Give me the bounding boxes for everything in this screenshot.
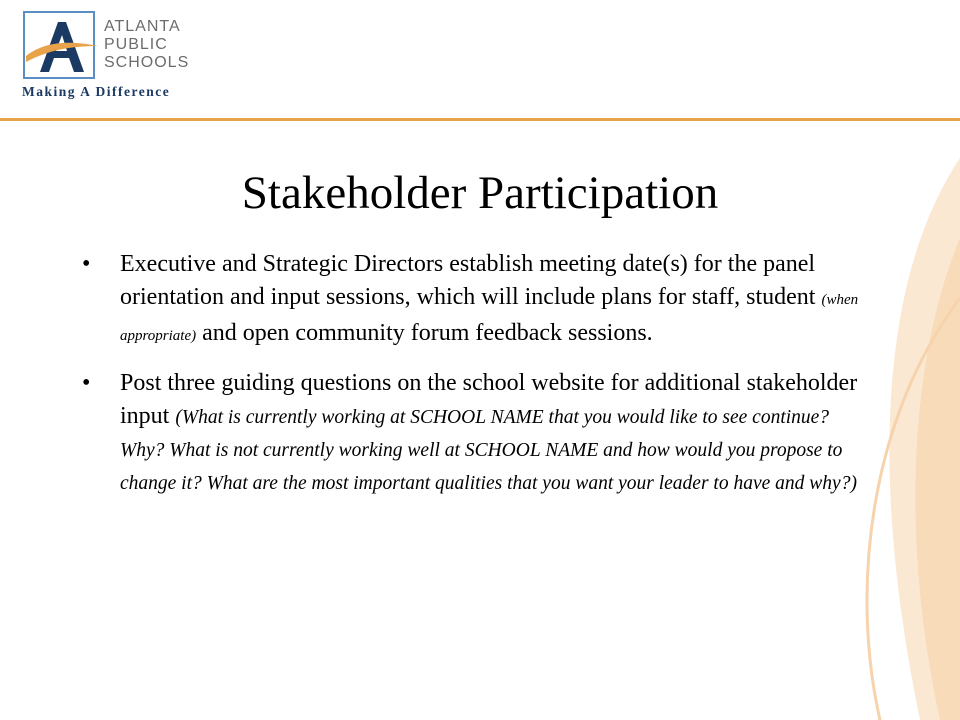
bullet-aside: (when appropriate) <box>120 292 859 344</box>
aps-a-logo-icon <box>22 10 100 82</box>
bullet-item <box>82 367 862 499</box>
bullet-text: Post three guiding questions on the school website for additional stakeholder input <box>120 370 858 429</box>
bullet-dot-icon: • <box>82 251 91 277</box>
bullet-list <box>82 248 862 513</box>
header-bar <box>0 0 960 121</box>
logo-word-atlanta: ATLANTA <box>104 18 181 35</box>
bullet-item <box>82 248 862 353</box>
aps-logo <box>22 10 197 102</box>
bullet-aside: (What is currently working at SCHOOL NAME that you would like to see continue? Why? What is not currently working well at SCHOOL NAME and how would you propose to change it? What are the most important qualities that you want your leader to have and why?) <box>120 407 857 494</box>
slide-title: Stakeholder Participation <box>241 167 719 219</box>
logo-word-schools: SCHOOLS <box>104 54 190 71</box>
logo-word-public: PUBLIC <box>104 36 168 53</box>
bullet-text-cont: and open community forum feedback sessions. <box>196 320 653 346</box>
bullet-dot-icon: • <box>82 370 91 396</box>
logo-tagline: Making A Difference <box>22 84 171 99</box>
bullet-text: Executive and Strategic Directors establish meeting date(s) for the panel orientation and input sessions, which will include plans for staff, student <box>120 251 822 310</box>
